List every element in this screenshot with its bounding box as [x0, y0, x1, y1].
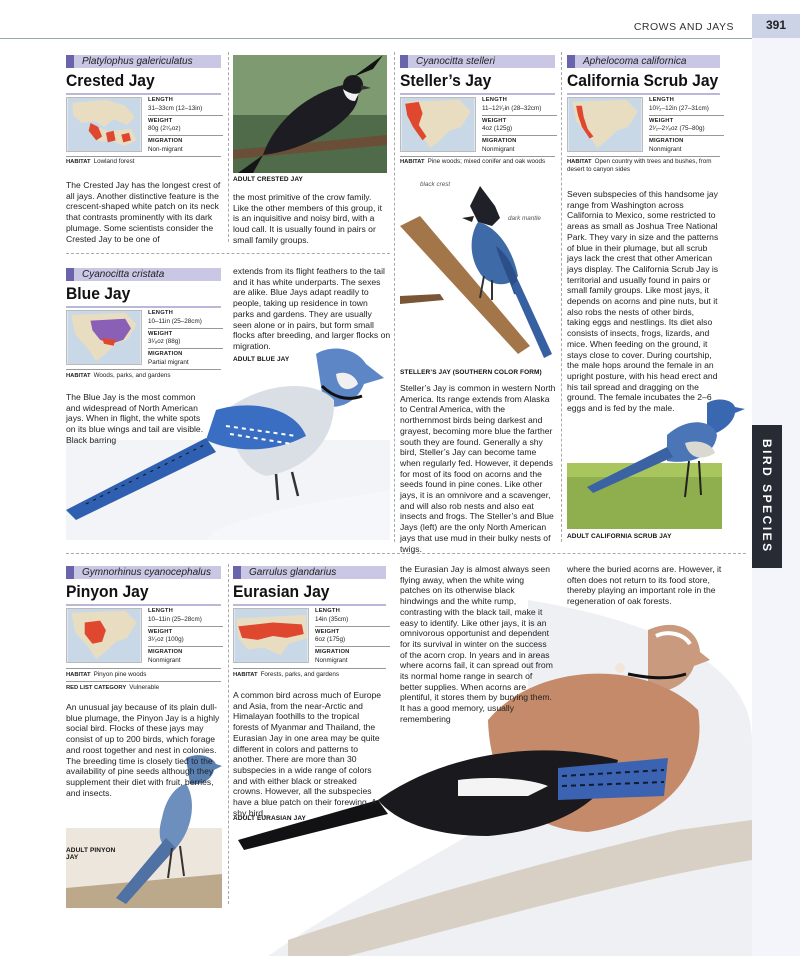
rule: [400, 156, 555, 157]
section-title: CROWS AND JAYS: [633, 21, 734, 33]
title-bar: [66, 604, 221, 606]
crested-habitat: HABITAT Lowland forest: [66, 158, 135, 165]
pinyon-caption: ADULT PINYON JAY: [66, 847, 116, 861]
page-number: 391: [765, 18, 787, 32]
eurasian-text-2: the Eurasian Jay is almost always seen flying away, when the white wing patches on its otherwise black hindwings and the white rump, contrasting with the black tail, make it easy to identify. Like other jays, it is an omnivorous opportunist and dependent for its survival in winter on the success of the acorn crop. In years and in areas where acorns fail, it can spread out from its normal home range in search of better supplies. When acorns are plentiful, it stores them by burying them. It has a good memory, usually remembering: [400, 564, 553, 724]
title-bar: [400, 93, 555, 95]
eurasian-caption: ADULT EURASIAN JAY: [233, 815, 306, 822]
crested-text-2: the most primitive of the crow family. Like the other members of this group, it is an inquisitive and noisy bird, with a loud call. It is usually found in pairs or small family groups.: [233, 192, 383, 245]
pinyon-text: An unusual jay because of its plain dull-blue plumage, the Pinyon Jay is a highly social bird. Flocks of these jays may consist of up to 200 birds, which forage and roost together and nest in colonies. The breeding time is closely tied to the availability of pine seeds although they supplement their diet with fruit, berries, and insects.: [66, 702, 220, 798]
column-divider: [394, 52, 395, 542]
title-bar: [567, 93, 720, 95]
crested-title: Crested Jay: [66, 71, 155, 90]
eurasian-title: Eurasian Jay: [233, 582, 330, 601]
stellers-scientific-name: Cyanocitta stelleri: [400, 55, 555, 68]
stellers-jay-photo: [400, 176, 558, 366]
eurasian-habitat: HABITAT Forests, parks, and gardens: [233, 671, 339, 678]
label-black-crest: black crest: [420, 181, 451, 188]
label-dark-mantle: dark mantle: [508, 215, 541, 222]
stellers-text: Steller’s Jay is common in western North America. Its range extends from Alaska to Central America, with the northernmost birds being darkest and grayest, becoming more blue the farther south they are found. Generally a shy bird, Steller’s Jay can become tame when regularly fed. However, it depends for most of its food on acorns and the seeds found in pine cones. Like other jays, it is an omnivore and a scavenger, and will also rob nests and also eat insects and frogs. The Steller’s and Blue Jays (left) are the only North American jays that use mud in their bulky nests of twigs.: [400, 383, 556, 554]
stellers-title: Steller’s Jay: [400, 71, 492, 90]
blue-habitat: HABITAT Woods, parks, and gardens: [66, 372, 171, 379]
scrub-habitat: HABITAT Open country with trees and bushes, from desert to canyon sides: [567, 158, 712, 173]
stellers-facts: LENGTH 11–12¹⁄₂in (28–32cm) WEIGHT 4oz (125g) MIGRATION Nonmigrant: [482, 97, 557, 154]
pinyon-habitat: HABITAT Pinyon pine woods: [66, 671, 147, 678]
blue-title: Blue Jay: [66, 284, 131, 303]
crested-range-map: [66, 97, 142, 152]
stellers-habitat: HABITAT Pine woods; mixed conifer and oak woods: [400, 158, 546, 165]
side-tab-label: BIRD SPECIES: [760, 439, 774, 554]
crested-scientific-name: Platylophus galericulatus: [66, 55, 221, 68]
title-bar: [66, 306, 221, 308]
crested-text-1: The Crested Jay has the longest crest of all jays. Another distinctive feature is the crescent-shaped white patch on its neck that contrasts prominently with its dark plumage. Some scientists consider the Crested Jay to be one of: [66, 180, 221, 244]
rule: [567, 156, 720, 157]
row-divider: [66, 253, 390, 254]
eurasian-scientific-name: Garrulus glandarius: [233, 566, 386, 579]
scrub-facts: LENGTH 10¹⁄₂–12in (27–31cm) WEIGHT 2¹⁄₂–2⁷⁄₈oz (75–80g) MIGRATION Nonmigrant: [649, 97, 724, 154]
scrub-text: Seven subspecies of this handsome jay range from Washington across California to Mexico, some restricted to areas as small as Joshua Tree National Park. They vary in size and the patterns of blue in their plumage, but all scrub jays lack the crest that other American jays display. The California Scrub Jay is territorial and usually found in pairs or small family groups. Like most jays, it depends on acorns and pine nuts, but it also robs the nests of other birds, taking eggs and nestlings. Its diet also consists of insects, frogs, lizards, and mice. When feeding on the ground, it stays close to cover. During courtship, the male hops around the female in an upright posture, with his head erect and his tail spread and dragging on the ground. The female incubates the 2–6 eggs and is fed by the male.: [567, 189, 719, 414]
scrub-jay-photo: [567, 395, 747, 529]
crested-caption: ADULT CRESTED JAY: [233, 176, 303, 183]
pinyon-facts: LENGTH 10–11in (25–28cm) WEIGHT 3¹⁄₂oz (100g) MIGRATION Nonmigrant: [148, 608, 223, 665]
stellers-caption: STELLER’S JAY (SOUTHERN COLOR FORM): [400, 369, 542, 376]
eurasian-facts: LENGTH 14in (35cm) WEIGHT 6oz (175g) MIGRATION Nonmigrant: [315, 608, 390, 665]
blue-facts: LENGTH 10–11in (25–28cm) WEIGHT 3¹⁄₈oz (88g) MIGRATION Partial migrant: [148, 310, 223, 367]
blue-scientific-name: Cyanocitta cristata: [66, 268, 221, 281]
crested-jay-photo: [233, 55, 387, 173]
crested-facts: LENGTH 31–33cm (12–13in) WEIGHT 80g (2⁷⁄₈oz) MIGRATION Non-migrant: [148, 97, 223, 154]
stellers-range-map: [400, 97, 476, 152]
blue-text-1: The Blue Jay is the most common and widespread of North American jays. When in flight, the white spots on its blue wings and tail are visible. Black barring: [66, 392, 204, 445]
pinyon-title: Pinyon Jay: [66, 582, 149, 601]
pinyon-scientific-name: Gymnorhinus cyanocephalus: [66, 566, 221, 579]
column-divider: [561, 52, 562, 542]
scrub-title: California Scrub Jay: [567, 71, 719, 90]
blue-caption: ADULT BLUE JAY: [233, 356, 290, 363]
pinyon-range-map: [66, 608, 142, 663]
scrub-caption: ADULT CALIFORNIA SCRUB JAY: [567, 533, 672, 540]
eurasian-text-3: where the buried acorns are. However, it often does not return to its food store, thereby playing an important role in the regeneration of oak forests.: [567, 564, 722, 607]
scrub-range-map: [567, 97, 643, 152]
eurasian-text-1: A common bird across much of Europe and Asia, from the near-Arctic and Himalayan foothills to the tropical forests of Myanmar and Thailand, the Eurasian Jay in one area may be quite different in colors and patterns to another. There are more than 30 subspecies in a wide range of colors and with either black or streaked crowns. However, all the subspecies have a blue patch on their forewing. A shy bird,: [233, 690, 382, 818]
title-bar: [66, 93, 221, 95]
rule: [66, 156, 221, 157]
header-rule: [0, 38, 752, 39]
pinyon-red-list: RED LIST CATEGORY Vulnerable: [66, 684, 160, 691]
rule: [66, 681, 221, 682]
rule: [66, 668, 221, 669]
blue-text-2: extends from its flight feathers to the tail and it has white underparts. The sexes are alike. Blue Jays adapt readily to people, taking up residence in town parks and gardens. They are usually seen alone or in pairs, but form small flocks after breeding, and larger flocks on migration.: [233, 266, 391, 351]
scrub-scientific-name: Aphelocoma californica: [567, 55, 720, 68]
column-divider: [228, 52, 229, 242]
